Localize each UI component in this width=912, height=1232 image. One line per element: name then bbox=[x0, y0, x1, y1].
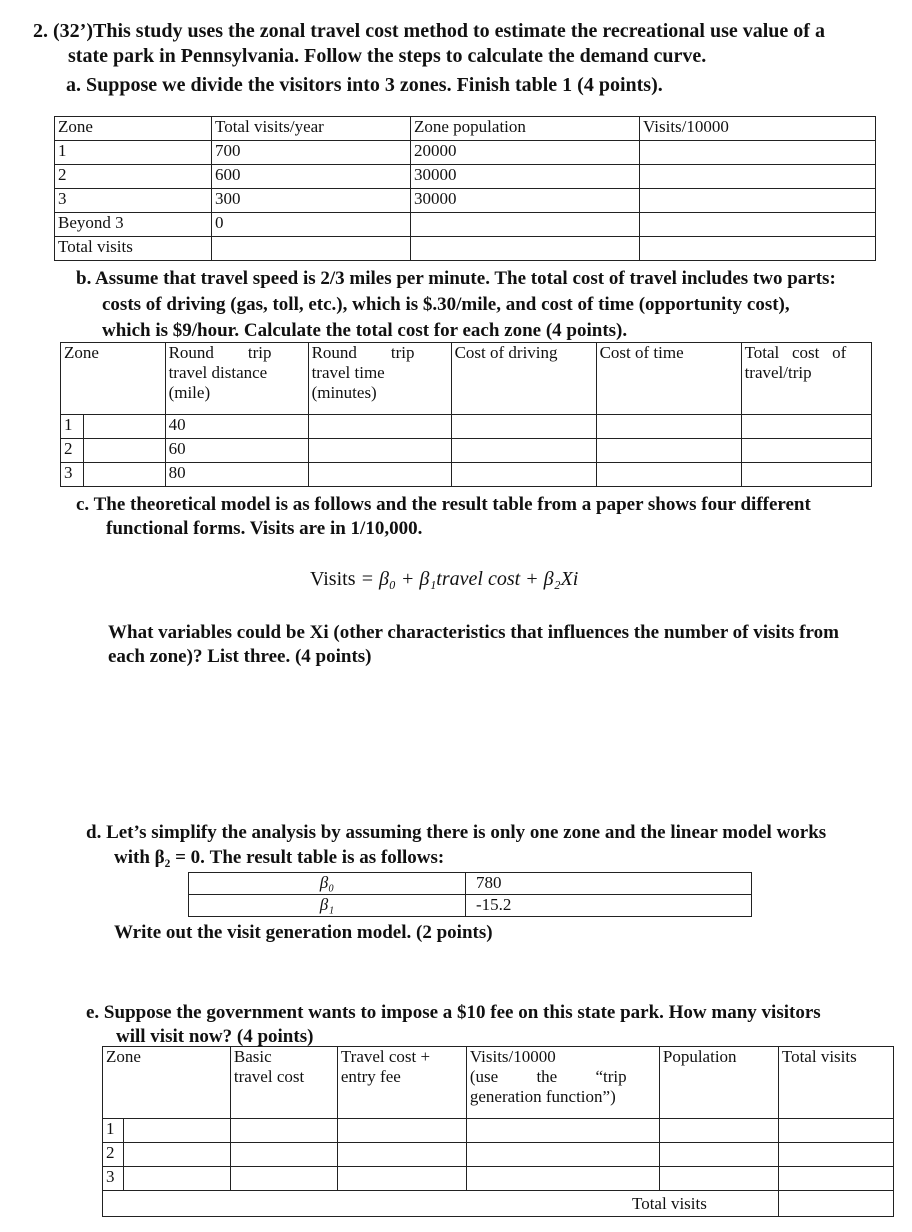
table4-answer-cell[interactable] bbox=[659, 1167, 778, 1191]
part-e-line2: will visit now? (4 points) bbox=[116, 1026, 314, 1047]
table1-cell: Total visits bbox=[55, 237, 212, 261]
table2-header-time-l1: Round trip bbox=[311, 343, 415, 362]
table2-header-total-l1: Total cost of bbox=[744, 343, 847, 362]
table4-answer-cell[interactable] bbox=[230, 1143, 337, 1167]
table4-header-basic-l1: Basic bbox=[233, 1047, 272, 1066]
table4-answer-cell[interactable] bbox=[466, 1143, 659, 1167]
table1-answer-cell[interactable] bbox=[212, 237, 411, 261]
part-d-line3: Write out the visit generation model. (2 points) bbox=[114, 922, 493, 943]
table2-answer-cell[interactable] bbox=[741, 415, 871, 439]
table3-regression-results bbox=[188, 872, 752, 917]
table2-answer-cell[interactable] bbox=[451, 439, 596, 463]
table4-zone-cell: 2 bbox=[103, 1143, 124, 1167]
table1-cell: 600 bbox=[212, 165, 411, 189]
table1-cell: 1 bbox=[55, 141, 212, 165]
table2-zone-cell: 3 bbox=[61, 463, 84, 487]
table2-answer-cell[interactable] bbox=[741, 439, 871, 463]
table1-header-visits-per-10000: Visits/10000 bbox=[640, 117, 876, 141]
table1-cell[interactable] bbox=[411, 213, 640, 237]
model-equation bbox=[310, 568, 578, 591]
part-b-line3: which is $9/hour. Calculate the total cost for each zone (4 points). bbox=[102, 320, 628, 341]
table2-answer-cell[interactable] bbox=[596, 463, 741, 487]
table4-answer-cell[interactable] bbox=[230, 1167, 337, 1191]
table4-zone-cell: 3 bbox=[103, 1167, 124, 1191]
table1-answer-cell[interactable] bbox=[411, 237, 640, 261]
table2-distance-cell: 40 bbox=[165, 415, 308, 439]
table4-answer-cell[interactable] bbox=[778, 1119, 893, 1143]
table4-answer-cell[interactable] bbox=[337, 1167, 466, 1191]
table2-spacer bbox=[84, 439, 166, 463]
table2-header-cost-of-time: Cost of time bbox=[596, 343, 741, 415]
table2-answer-cell[interactable] bbox=[451, 463, 596, 487]
table1-answer-cell[interactable] bbox=[640, 237, 876, 261]
part-b-line2: costs of driving (gas, toll, etc.), which is $.30/mile, and cost of time (opportunity cost), bbox=[102, 294, 790, 315]
table1-answer-cell[interactable] bbox=[640, 141, 876, 165]
table4-answer-cell[interactable] bbox=[337, 1143, 466, 1167]
table4-header-visits-l1: Visits/10000 bbox=[469, 1047, 556, 1066]
table2-travel-cost bbox=[60, 342, 872, 487]
table1-answer-cell[interactable] bbox=[640, 213, 876, 237]
table1-zone-visits bbox=[54, 116, 876, 261]
table1-header-zone: Zone bbox=[55, 117, 212, 141]
table4-header-population: Population bbox=[659, 1047, 778, 1119]
table4-answer-cell[interactable] bbox=[466, 1167, 659, 1191]
table1-answer-cell[interactable] bbox=[640, 165, 876, 189]
table2-spacer bbox=[84, 415, 166, 439]
table1-answer-cell[interactable] bbox=[640, 189, 876, 213]
table1-cell: 300 bbox=[212, 189, 411, 213]
table4-answer-cell[interactable] bbox=[778, 1143, 893, 1167]
table4-answer-cell[interactable] bbox=[659, 1143, 778, 1167]
table1-cell: 0 bbox=[212, 213, 411, 237]
table2-answer-cell[interactable] bbox=[308, 439, 451, 463]
part-e-line1: e. Suppose the government wants to impose a $10 fee on this state park. How many visitors bbox=[86, 1002, 821, 1023]
part-c-question-line1: What variables could be Xi (other characteristics that influences the number of visits from bbox=[108, 622, 839, 643]
table4-header-travel bbox=[337, 1047, 466, 1119]
table2-header-distance bbox=[165, 343, 308, 415]
table4-header-basic-l2: travel cost bbox=[233, 1067, 305, 1086]
table1-cell: 30000 bbox=[411, 165, 640, 189]
part-b-line1: b. Assume that travel speed is 2/3 miles per minute. The total cost of travel includes two parts: bbox=[76, 268, 836, 289]
table2-answer-cell[interactable] bbox=[741, 463, 871, 487]
table2-zone-cell: 1 bbox=[61, 415, 84, 439]
question-header-line2: state park in Pennsylvania. Follow the steps to calculate the demand curve. bbox=[68, 45, 707, 67]
table4-zone-cell: 1 bbox=[103, 1119, 124, 1143]
table4-answer-cell[interactable] bbox=[337, 1119, 466, 1143]
table4-answer-cell[interactable] bbox=[659, 1119, 778, 1143]
table3-coef-name: β₁ bbox=[189, 895, 466, 917]
part-a-prompt: a. Suppose we divide the visitors into 3 zones. Finish table 1 (4 points). bbox=[66, 74, 663, 96]
table4-answer-cell[interactable] bbox=[230, 1119, 337, 1143]
table2-spacer bbox=[84, 463, 166, 487]
table2-header-time bbox=[308, 343, 451, 415]
equation-rhs: = β₀ + β₁travel cost + β₂Xi bbox=[360, 568, 579, 590]
table2-answer-cell[interactable] bbox=[308, 415, 451, 439]
part-d-line2: with β₂ = 0. The result table is as follows: bbox=[114, 847, 445, 868]
table2-header-time-l3: (minutes) bbox=[311, 383, 377, 402]
table1-cell: 20000 bbox=[411, 141, 640, 165]
table2-header-total-l2: travel/trip bbox=[744, 363, 812, 382]
table4-header-travel-l1: Travel cost + bbox=[340, 1047, 431, 1066]
table4-spacer bbox=[124, 1143, 231, 1167]
table4-header-basic bbox=[230, 1047, 337, 1119]
table4-total-visits-label: Total visits bbox=[632, 1194, 707, 1213]
part-c-question-line2: each zone)? List three. (4 points) bbox=[108, 646, 372, 667]
table4-answer-cell[interactable] bbox=[778, 1167, 893, 1191]
table1-cell: 2 bbox=[55, 165, 212, 189]
part-c-line2: functional forms. Visits are in 1/10,000. bbox=[106, 518, 423, 539]
table2-answer-cell[interactable] bbox=[596, 439, 741, 463]
table1-cell: 700 bbox=[212, 141, 411, 165]
table4-header-zone: Zone bbox=[103, 1047, 231, 1119]
table4-fee-impact bbox=[102, 1046, 894, 1217]
table2-header-distance-l3: (mile) bbox=[168, 383, 211, 402]
table2-distance-cell: 80 bbox=[165, 463, 308, 487]
table4-spacer bbox=[124, 1167, 231, 1191]
table1-cell: Beyond 3 bbox=[55, 213, 212, 237]
table1-header-total-visits: Total visits/year bbox=[212, 117, 411, 141]
table1-cell: 30000 bbox=[411, 189, 640, 213]
table4-header-total-visits: Total visits bbox=[778, 1047, 893, 1119]
table4-header-visits bbox=[466, 1047, 659, 1119]
table4-footer-total-value[interactable] bbox=[778, 1191, 893, 1217]
question-header-line1: 2. (32’)This study uses the zonal travel cost method to estimate the recreational use value of a bbox=[33, 20, 825, 42]
part-d-line1: d. Let’s simplify the analysis by assuming there is only one zone and the linear model works bbox=[86, 822, 827, 843]
table2-header-distance-l1: Round trip bbox=[168, 343, 272, 362]
table3-coef-name: β₀ bbox=[189, 873, 466, 895]
table2-answer-cell[interactable] bbox=[451, 415, 596, 439]
table1-cell: 3 bbox=[55, 189, 212, 213]
table2-header-time-l2: travel time bbox=[311, 363, 385, 382]
table2-zone-cell: 2 bbox=[61, 439, 84, 463]
part-c-line1: c. The theoretical model is as follows and the result table from a paper shows four different bbox=[76, 494, 811, 515]
table3-coef-value: -15.2 bbox=[466, 895, 752, 917]
table4-header-travel-l2: entry fee bbox=[340, 1067, 401, 1086]
table4-spacer bbox=[124, 1119, 231, 1143]
table2-answer-cell[interactable] bbox=[596, 415, 741, 439]
table4-header-visits-l2: (use the “trip bbox=[469, 1067, 627, 1086]
table3-coef-value: 780 bbox=[466, 873, 752, 895]
table4-answer-cell[interactable] bbox=[466, 1119, 659, 1143]
table2-header-distance-l2: travel distance bbox=[168, 363, 268, 382]
table2-header-cost-of-driving: Cost of driving bbox=[451, 343, 596, 415]
table2-answer-cell[interactable] bbox=[308, 463, 451, 487]
table2-header-zone: Zone bbox=[61, 343, 166, 415]
table2-distance-cell: 60 bbox=[165, 439, 308, 463]
table2-header-total-cost bbox=[741, 343, 871, 415]
equation-lhs: Visits bbox=[310, 568, 356, 590]
table1-header-zone-population: Zone population bbox=[411, 117, 640, 141]
table4-header-visits-l3: generation function”) bbox=[469, 1087, 616, 1106]
